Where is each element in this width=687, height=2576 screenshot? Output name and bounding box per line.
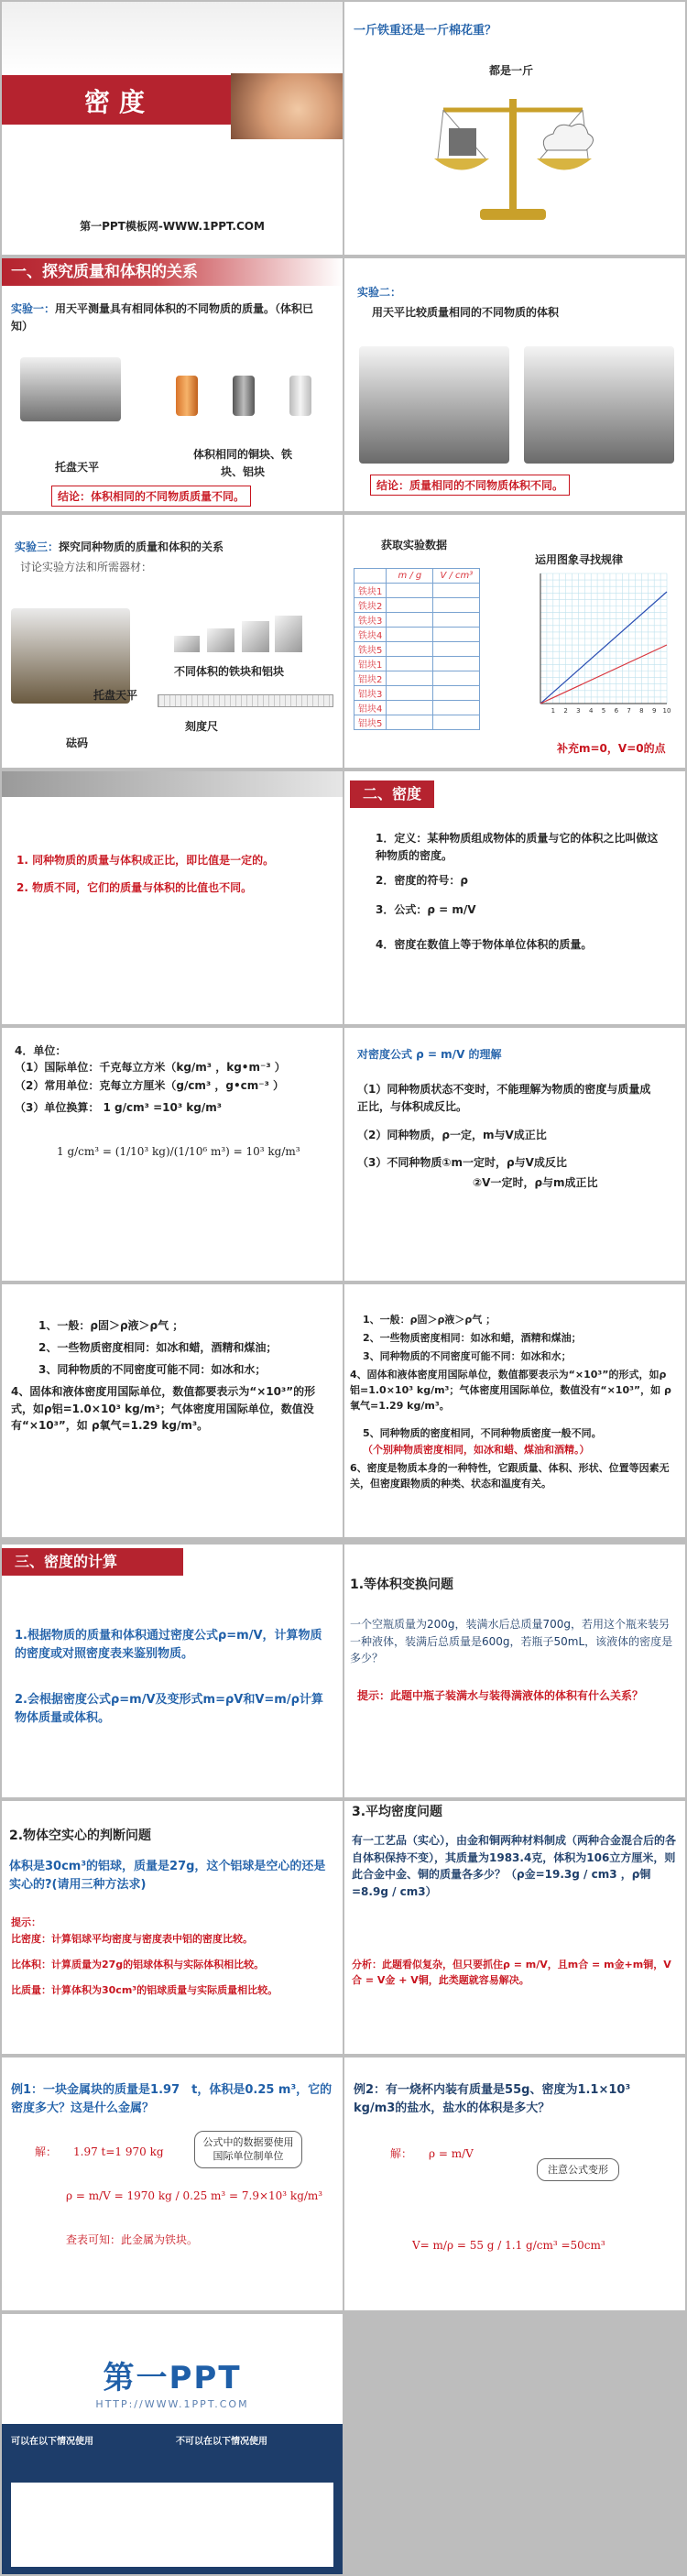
row-label: 铁块1	[354, 584, 387, 598]
row-cell	[433, 642, 480, 657]
blocks-image-3	[174, 616, 302, 652]
slide-data-graph	[344, 515, 685, 768]
experiment-text	[11, 300, 322, 334]
row-label: 铝块2	[354, 671, 387, 686]
conclusion-box: 结论：体积相同的不同物质质量不同。	[51, 486, 251, 507]
section-heading-3: 三、密度的计算	[2, 1548, 183, 1576]
table-row	[354, 715, 480, 730]
understanding-title: 对密度公式 ρ = m/V 的理解	[357, 1048, 502, 1061]
unit-conversion: （3）单位换算： 1 g/cm³ =10³ kg/m³	[15, 1101, 222, 1114]
slide-example-1	[2, 2058, 343, 2310]
x-tick-label: 2	[563, 707, 568, 715]
experiment-label: 实验一：	[11, 302, 56, 315]
col-volume: V / cm³	[433, 569, 480, 584]
data-table	[354, 568, 480, 730]
cover-footer: 第一PPT模板网-WWW.1PPT.COM	[80, 220, 265, 233]
table-row	[354, 657, 480, 671]
hint-mass: 比质量：计算体积为30cm³的铝球质量与实际质量相比较。	[11, 1984, 278, 1996]
slide-equal-volume	[344, 1545, 685, 1797]
table-row	[354, 642, 480, 657]
problem3-title: 3.平均密度问题	[352, 1805, 443, 1819]
row-label: 铁块4	[354, 628, 387, 642]
brand-panel	[2, 2424, 343, 2574]
supplement-note: 补充m=0，V=0的点	[557, 742, 666, 755]
row-cell	[433, 628, 480, 642]
x-tick-label: 7	[627, 707, 631, 715]
note-1: 1、一般：ρ固＞ρ液＞ρ气 ；	[38, 1319, 184, 1332]
problem2-text: 体积是30cm³的铝球，质量是27g，这个铝球是空心的还是实心的?(请用三种方法求)	[9, 1860, 326, 1893]
note2-5: 5、同种物质的密度相同，不同种物质密度一般不同。	[363, 1427, 602, 1439]
volume-calc: V= m/ρ = 55 g / 1.1 g/cm³ =50cm³	[412, 2239, 605, 2252]
calc-point-1: 1.根据物质的质量和体积通过密度公式ρ=m/V，计算物质的密度或对照密度表来鉴别物质。	[15, 1629, 322, 1662]
table-row	[354, 671, 480, 686]
row-label: 铝块3	[354, 686, 387, 701]
note2-6: （个别种物质密度相同，如冰和蜡、煤油和酒精。）	[363, 1444, 590, 1456]
experiment3-text	[15, 539, 224, 556]
slide-experiment-1	[2, 258, 343, 511]
slide-formula-understanding	[344, 1028, 685, 1281]
x-tick-label: 6	[614, 707, 619, 715]
problem1-text: 一个空瓶质量为200g，装满水后总质量700g，若用这个瓶来装另一种液体，装满后总质量是600g，若瓶子50mL，该液体的密度是多少？	[350, 1618, 673, 1665]
note-4: 4、固体和液体密度用国际单位，数值都要表示为“×10³”的形式，如ρ铝=1.0×10³ kg/m³；气体密度用国际单位，数值没有“×10³”，如 ρ氧气=1.29 kg/m³。	[11, 1385, 316, 1433]
balance-photo-1	[359, 346, 509, 464]
example1-question: 例1：一块金属块的质量是1.97 t，体积是0.25 m³，它的密度多大？这是什么金属？	[11, 2083, 333, 2116]
note2-2: 2、一些物质密度相同：如冰和蜡，酒精和煤油；	[363, 1332, 582, 1344]
example1-answer: 查表可知：此金属为铁块。	[66, 2233, 199, 2246]
experiment2-desc: 用天平比较质量相同的不同物质的体积	[372, 306, 560, 319]
balance-label: 托盘天平	[55, 461, 100, 474]
table-row	[354, 686, 480, 701]
example1-bubble	[194, 2131, 302, 2168]
conclusion2-box: 结论：质量相同的不同物质体积不同。	[370, 475, 570, 496]
row-cell	[433, 613, 480, 628]
row-cell	[433, 715, 480, 730]
problem2-title: 2.物体空实心的判断问题	[9, 1828, 152, 1843]
mass-volume-chart	[533, 568, 671, 715]
row-label: 铁块5	[354, 642, 387, 657]
ruler-image	[158, 694, 333, 707]
symbol: 2．密度的符号：ρ	[376, 874, 468, 887]
unit-si: （1）国际单位：千克每立方米（kg/m³ ，kg•m⁻³ ）	[15, 1061, 286, 1074]
note-3: 3、同种物质的不同密度可能不同：如冰和水；	[38, 1363, 267, 1376]
numeric-meaning: 4．密度在数值上等于物体单位体积的质量。	[376, 938, 593, 951]
hint-volume: 比体积：计算质量为27g的铝球体积与实际体积相比较。	[11, 1959, 265, 1970]
unit-common: （2）常用单位：克每立方厘米（g/cm³ ，g•cm⁻³ ）	[15, 1079, 285, 1092]
experiment3-sub: 讨论实验方法和所需器材：	[20, 561, 153, 573]
row-cell	[387, 642, 433, 657]
blocks-image	[176, 376, 313, 418]
row-label: 铝块1	[354, 657, 387, 671]
row-cell	[433, 701, 480, 715]
row-label: 铁块2	[354, 598, 387, 613]
slide-conclusions	[2, 771, 343, 1024]
scale-label: 都是一斤	[489, 64, 534, 77]
row-cell	[387, 686, 433, 701]
blocks3-label: 不同体积的铁块和铝块	[174, 665, 285, 678]
row-cell	[433, 657, 480, 671]
slide-experiment-3	[2, 515, 343, 768]
section-heading-2: 二、密度	[350, 780, 434, 808]
table-row	[354, 584, 480, 598]
slide-density-notes-1	[2, 1284, 343, 1537]
ruler-label: 刻度尺	[185, 720, 219, 733]
problem1-title: 1.等体积变换问题	[350, 1577, 454, 1592]
slide-average-density	[344, 1801, 685, 2054]
row-cell	[433, 686, 480, 701]
example2-bubble	[537, 2158, 619, 2181]
table-row	[354, 598, 480, 613]
cover-title: 密度	[84, 87, 155, 117]
row-cell	[433, 598, 480, 613]
graph-title: 运用图象寻找规律	[535, 553, 624, 566]
scale-illustration	[425, 62, 605, 231]
mass-conversion: 1.97 t=1 970 kg	[73, 2145, 164, 2158]
row-cell	[433, 584, 480, 598]
experiment2-text	[357, 284, 401, 301]
col-mass: m / g	[387, 569, 433, 584]
slide-example-2	[344, 2058, 685, 2310]
row-cell	[387, 715, 433, 730]
table-row	[354, 613, 480, 628]
note2-3: 3、同种物质的不同密度可能不同：如冰和水；	[363, 1350, 572, 1362]
conversion-equation: 1 g/cm³ = (1/10³ kg)/(1/10⁶ m³) = 10³ kg/m³	[57, 1145, 300, 1158]
row-cell	[387, 701, 433, 715]
calc-point-2: 2.会根据密度公式ρ=m/V及变形式m=ρV和V=m/ρ计算物体质量或体积。	[15, 1693, 323, 1726]
density-calc: ρ = m/V = 1970 kg / 0.25 m³ = 7.9×10³ kg/m³	[66, 2189, 323, 2202]
brand-logo: 第一PPT	[103, 2360, 242, 2396]
table-row	[354, 628, 480, 642]
bubble2-text: 注意公式变形	[548, 2164, 608, 2176]
experiment3-label: 实验三：	[15, 540, 60, 553]
understanding-2: （2）同种物质，ρ一定，m与V成正比	[357, 1129, 547, 1141]
problem3-analysis: 分析：此题看似复杂，但只要抓住ρ = m/V，且m合 = m金+m铜，V合 = V金 + V铜，此类题就容易解决。	[352, 1959, 671, 1987]
slide-calculation	[2, 1545, 343, 1797]
row-cell	[387, 613, 433, 628]
note2-7: 6、密度是物质本身的一种特性，它跟质量、体积、形状、位置等因素无关，但密度跟物质的种类、状态和温度有关。	[350, 1462, 670, 1490]
brand-url: HTTP://WWW.1PPT.COM	[95, 2398, 249, 2410]
balance3-label: 托盘天平	[93, 689, 138, 702]
units-heading: 4．单位：	[15, 1044, 67, 1057]
forbidden-title: 不可以在以下情况使用	[176, 2437, 267, 2447]
hint-density: 比密度：计算铝球平均密度与密度表中铝的密度比较。	[11, 1933, 253, 1945]
x-tick-label: 5	[601, 707, 606, 715]
row-cell	[387, 657, 433, 671]
row-cell	[387, 671, 433, 686]
balance-image	[20, 357, 121, 421]
problem1-hint: 提示：此题中瓶子装满水与装得满液体的体积有什么关系？	[357, 1689, 644, 1702]
experiment3-desc: 探究同种物质的质量和体积的关系	[59, 540, 224, 553]
note2-4: 4、固体和液体密度用国际单位，数值都要表示为“×10³”的形式，如ρ铝=1.0×10³ kg/m³；气体密度用国际单位，数值没有“×10³”，如 ρ氧气=1.29 kg/m³。	[350, 1369, 671, 1413]
section-heading: 一、探究质量和体积的关系	[2, 258, 343, 286]
conclusion-1: 1. 同种物质的质量与体积成正比，即比值是一定的。	[16, 854, 275, 867]
x-tick-label: 8	[639, 707, 644, 715]
example2-formula: ρ = m/V	[429, 2147, 474, 2160]
x-tick-label: 10	[662, 707, 671, 715]
table-row	[354, 701, 480, 715]
row-cell	[387, 584, 433, 598]
row-cell	[387, 598, 433, 613]
experiment2-label: 实验二：	[357, 286, 402, 299]
cover-photo	[231, 73, 343, 139]
slide-hollow-solid	[2, 1801, 343, 2054]
row-cell	[433, 671, 480, 686]
x-tick-label: 3	[576, 707, 581, 715]
understanding-1: （1）同种物质状态不变时，不能理解为物质的密度与质量成正比，与体积成反比。	[357, 1083, 651, 1113]
row-cell	[387, 628, 433, 642]
slide-density-def	[344, 771, 685, 1024]
solution2-label: 解：	[390, 2147, 413, 2160]
slide-cover	[2, 2, 343, 255]
row-label: 铝块5	[354, 715, 387, 730]
bubble-text: 公式中的数据要使用国际单位制单位	[202, 2136, 294, 2163]
problem2-hint: 提示：	[11, 1916, 41, 1928]
formula: 3．公式：ρ = m/V	[376, 903, 476, 916]
slide-brand	[2, 2314, 343, 2574]
example2-question: 例2：有一烧杯内装有质量是55g、密度为1.1×10³ kg/m3的盐水，盐水的体积是多大？	[354, 2083, 643, 2116]
slide-question	[344, 2, 685, 255]
weights-label: 砝码	[66, 737, 89, 749]
slide-density-notes-2	[344, 1284, 685, 1537]
experiment-desc: 用天平测量具有相同体积的不同物质的质量。（体积已知）	[11, 302, 314, 333]
problem3-text: 有一工艺品（实心），由金和铜两种材料制成（两种合金混合后的各自体积保持不变），其质量为1983.4克，体积为106立方厘米，则此合金中金、铜的质量各多少？（ρ金=19.3g / cm3 ，ρ铜=8.9g / cm3）	[352, 1834, 677, 1898]
question-text: 一斤铁重还是一斤棉花重？	[354, 24, 497, 38]
understanding-4: ②V一定时，ρ与m成正比	[473, 1176, 598, 1189]
blocks-label: 体积相同的铜块、铁块、铝块	[192, 448, 292, 478]
x-tick-label: 9	[651, 707, 657, 715]
note-2: 2、一些物质密度相同：如冰和蜡，酒精和煤油；	[38, 1341, 278, 1354]
understanding-3: （3）不同种物质①m一定时，ρ与V成反比	[357, 1156, 567, 1169]
row-label: 铁块3	[354, 613, 387, 628]
solution-label: 解：	[35, 2145, 58, 2158]
slide-experiment-2	[344, 258, 685, 511]
data-title: 获取实验数据	[381, 539, 448, 551]
x-tick-label: 4	[588, 707, 594, 715]
empty-slot	[344, 2314, 685, 2574]
note2-1: 1、一般：ρ固＞ρ液＞ρ气 ；	[363, 1314, 496, 1326]
x-tick-label: 1	[551, 707, 556, 715]
definition: 1．定义：某种物质组成物体的质量与它的体积之比叫做这种物质的密度。	[376, 832, 659, 862]
row-label: 铝块4	[354, 701, 387, 715]
allowed-title: 可以在以下情况使用	[11, 2437, 93, 2447]
conclusion-2: 2. 物质不同，它们的质量与体积的比值也不同。	[16, 881, 253, 894]
slide-units	[2, 1028, 343, 1281]
balance-photo-2	[524, 346, 674, 464]
